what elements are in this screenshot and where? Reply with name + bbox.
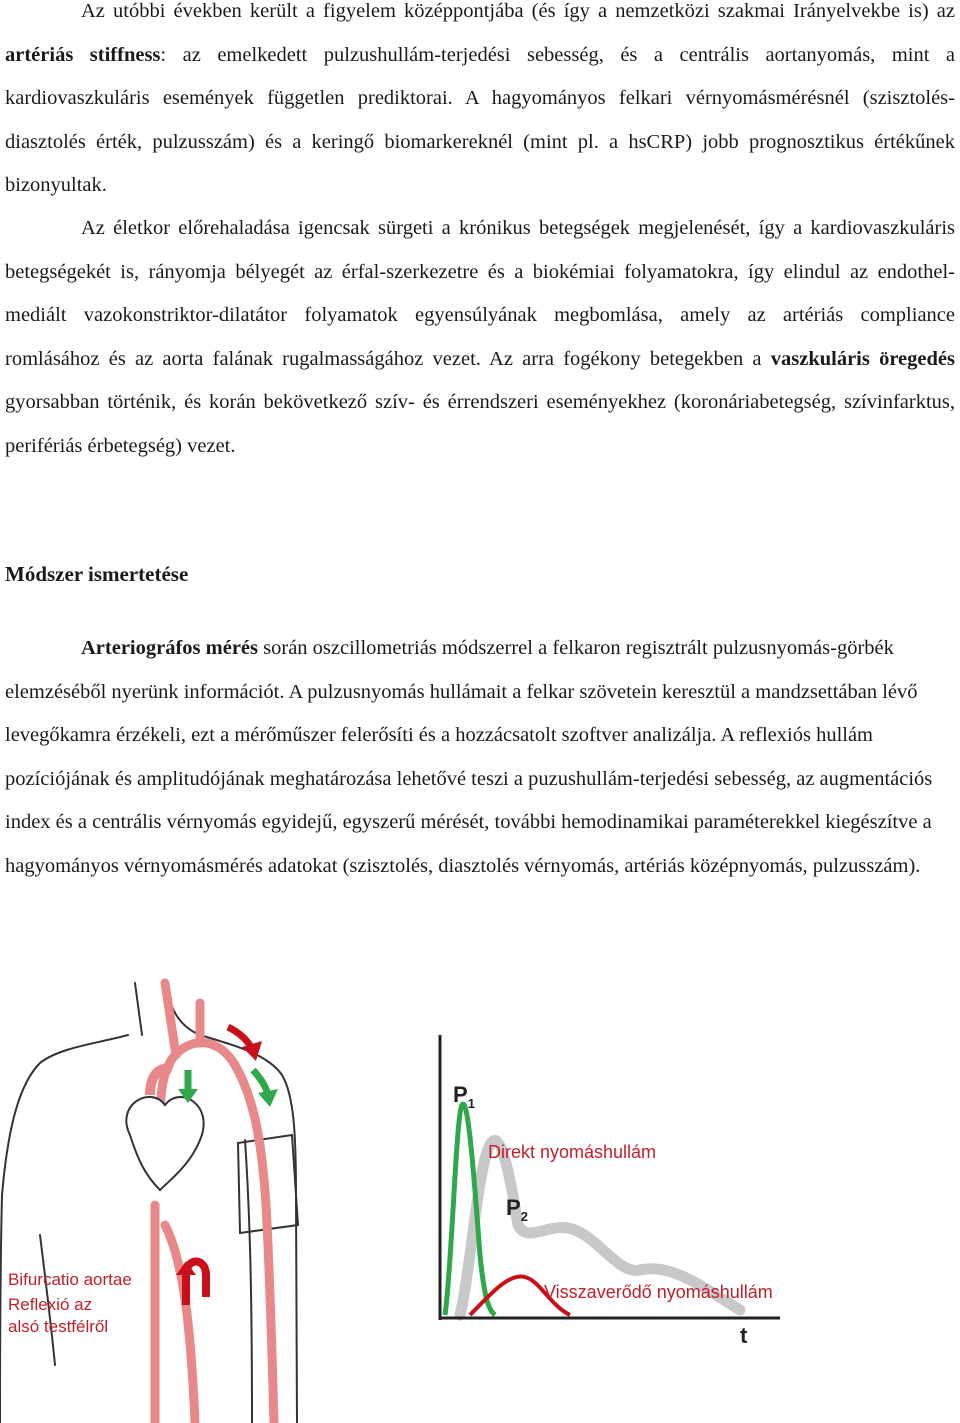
intro-text-2: : az emelkedett pulzushullám-terjedési sebesség, és a centrális aortanyomás, mint a kardiovaszkuláris események független prediktorai. A hagyományos felkari vérnyomásmérésnél (szisztolés-diasztolés érték, pulzusszám) és a keringő biomarkereknél (mint pl. a hsCRP) jobb prognosztikus értékűnek bizonyultak. bbox=[5, 43, 956, 197]
aging-text-2: gyorsabban történik, és korán bekövetkező szív- és érrendszeri eseményekhez (koronáriabetegség, szívinfarktus, perifériás érbetegség) vezet. bbox=[5, 391, 955, 457]
direct-wave-label: Direkt nyomáshullám bbox=[488, 1142, 657, 1162]
method-paragraph bbox=[5, 627, 955, 889]
method-heading: Módszer ismertetése bbox=[5, 562, 189, 586]
arteriograph-term: Arteriográfos mérés bbox=[81, 637, 259, 659]
green-curved-arrow-icon bbox=[253, 1070, 278, 1107]
waveform-chart bbox=[440, 1035, 780, 1348]
reflected-wave-label: Visszaverődő nyomáshullám bbox=[544, 1282, 773, 1302]
intro-text-1: Az utóbbi években került a figyelem középpontjába (és így a nemzetközi szakmai Irányelvekbe is) az bbox=[81, 0, 955, 22]
p2-label: $P_2$ bbox=[506, 1195, 528, 1224]
method-text: során oszcillometriás módszerrel a felkaron regisztrált pulzusnyomás-görbék elemzéséből nyerünk információt. A pulzusnyomás hullámait a felkar szövetein keresztül a mandzsettában lévő levegőkamra érzékeli, ezt a mérőműszer felerősíti és a hozzácsatolt szoftver analizálja. A reflexiós hullám pozíciójának és amplitudójának meghatározása lehetővé teszi a puzushullám-terjedési sebesség, az augmentációs index és a centrális vérnyomás egyidejű, egyszerű mérését, további hemodinamikai paraméterekkel kiegészítve a hagyományos vérnyomásmérés adatokat (szisztolés, diasztolés vérnyomás, artériás középnyomás, pulzusszám). bbox=[5, 637, 933, 877]
vascular-aging-term: vaszkuláris öregedés bbox=[770, 347, 955, 370]
arterial-stiffness-term: artériás stiffness bbox=[5, 43, 161, 66]
arteriograph-figure bbox=[0, 975, 960, 1423]
reflexio-label-line1: Reflexió az bbox=[8, 1295, 93, 1314]
p1-label: $P_1$ bbox=[453, 1082, 475, 1111]
reflexio-label-line2: alsó testfélről bbox=[8, 1317, 109, 1336]
bifurcatio-label: Bifurcatio aortae bbox=[8, 1270, 132, 1289]
intro-paragraph bbox=[5, 0, 955, 208]
t-axis-label: t bbox=[740, 1323, 748, 1348]
aging-text-1: Az életkor előrehaladása igencsak sürgeti a krónikus betegségek megjelenését, így a kardiovaszkuláris betegségekét is, rányomja bélyegét az érfal-szerkezetre és a biokémiai folyamatokra, így elindul az endothel-mediált vazokonstriktor-dilatátor folyamatok egyensúlyának megbomlása, amely az artériás compliance romlásához és az aorta falának rugalmasságához vezet. Az arra fogékony betegekben a bbox=[5, 217, 955, 370]
aging-paragraph bbox=[5, 207, 955, 469]
